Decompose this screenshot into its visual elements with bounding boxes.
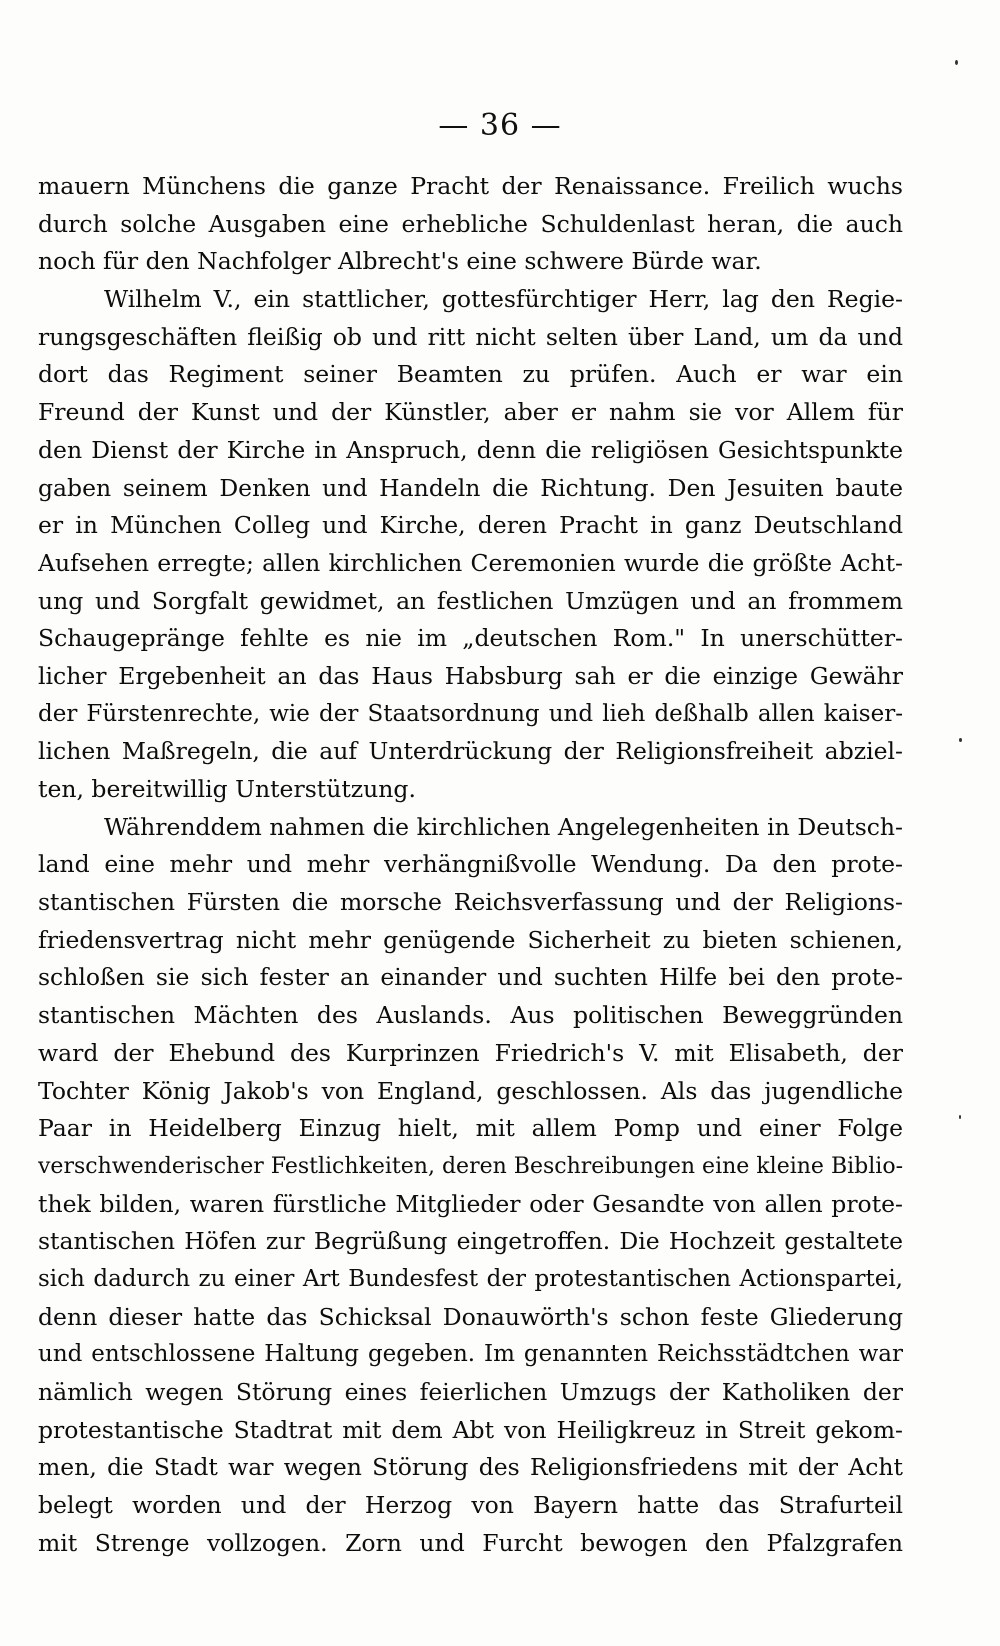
text-line: thek bilden, waren fürstliche Mitglieder oder Gesandte von allen prote- <box>38 1189 903 1218</box>
text-line: licher Ergebenheit an das Haus Habsburg sah er die einzige Gewähr <box>38 661 903 690</box>
text-line: land eine mehr und mehr verhängnißvolle Wendung. Da den prote- <box>38 850 903 879</box>
text-line: Aufsehen erregte; allen kirchlichen Ceremonien wurde die größte Acht- <box>38 548 903 577</box>
body-text <box>38 168 903 1562</box>
text-line: stantischen Fürsten die morsche Reichsverfassung und der Religions- <box>38 888 903 917</box>
text-line: protestantische Stadtrat mit dem Abt von Heiligkreuz in Streit gekom- <box>38 1415 903 1444</box>
text-line: nämlich wegen Störung eines feierlichen Umzugs der Katholiken der <box>38 1378 903 1406</box>
text-line: mit Strenge vollzogen. Zorn und Furcht bewogen den Pfalzgrafen <box>38 1528 903 1557</box>
text-line: gaben seinem Denken und Handeln die Richtung. Den Jesuiten baute <box>38 473 903 502</box>
text-line: Tochter König Jakob's von England, geschlossen. Als das jugendliche <box>38 1076 903 1105</box>
text-line: schloßen sie sich fester an einander und suchten Hilfe bei den prote- <box>38 963 903 992</box>
text-line: friedensvertrag nicht mehr genügende Sicherheit zu bieten schienen, <box>38 925 903 954</box>
scan-speck <box>955 60 958 65</box>
text-line: Schaugepränge fehlte es nie im „deutschen Rom." In unerschütter- <box>38 624 903 653</box>
text-line: und entschlossene Haltung gegeben. Im genannten Reichsstädtchen war <box>38 1341 903 1368</box>
scan-speck <box>959 1115 961 1119</box>
text-line: Wilhelm V., ein stattlicher, gottesfürchtiger Herr, lag den Regie- <box>104 285 903 314</box>
text-line: er in München Colleg und Kirche, deren Pracht in ganz Deutschland <box>38 511 903 540</box>
text-line: dort das Regiment seiner Beamten zu prüfen. Auch er war ein <box>38 360 903 389</box>
text-line: ung und Sorgfalt gewidmet, an festlichen Umzügen und an frommem <box>38 586 903 615</box>
text-line: mauern Münchens die ganze Pracht der Renaissance. Freilich wuchs <box>38 172 903 200</box>
text-line: Freund der Kunst und der Künstler, aber er nahm sie vor Allem für <box>38 398 903 427</box>
text-line: Paar in Heidelberg Einzug hielt, mit allem Pomp und einer Folge <box>38 1114 903 1143</box>
text-line: stantischen Mächten des Auslands. Aus politischen Beweggründen <box>38 1001 903 1030</box>
text-line: ward der Ehebund des Kurprinzen Friedrich's V. mit Elisabeth, der <box>38 1038 903 1067</box>
text-line: sich dadurch zu einer Art Bundesfest der protestantischen Actionspartei, <box>38 1265 903 1292</box>
text-line: ten, bereitwillig Unterstützung. <box>38 775 416 803</box>
text-line: rungsgeschäften fleißig ob und ritt nicht selten über Land, um da und <box>38 322 903 351</box>
text-line: Währenddem nahmen die kirchlichen Angelegenheiten in Deutsch- <box>104 812 903 841</box>
text-line: verschwenderischer Festlichkeiten, deren Beschreibungen eine kleine Biblio- <box>38 1153 903 1179</box>
text-line: noch für den Nachfolger Albrecht's eine schwere Bürde war. <box>38 247 762 276</box>
page-number: — 36 — <box>438 108 562 143</box>
text-line: lichen Maßregeln, die auf Unterdrückung der Religionsfreiheit abziel- <box>38 737 903 766</box>
text-line: belegt worden und der Herzog von Bayern hatte das Strafurteil <box>38 1491 903 1520</box>
scan-speck <box>959 738 962 742</box>
text-line: denn dieser hatte das Schicksal Donauwörth's schon feste Gliederung <box>38 1302 903 1331</box>
text-line: stantischen Höfen zur Begrüßung eingetroffen. Die Hochzeit gestaltete <box>38 1227 903 1256</box>
text-line: men, die Stadt war wegen Störung des Religionsfriedens mit der Acht <box>38 1453 903 1482</box>
text-line: den Dienst der Kirche in Anspruch, denn die religiösen Gesichtspunkte <box>38 435 903 464</box>
text-line: der Fürstenrechte, wie der Staatsordnung und lieh deßhalb allen kaiser- <box>38 700 903 727</box>
text-line: durch solche Ausgaben eine erhebliche Schuldenlast heran, die auch <box>38 209 903 238</box>
